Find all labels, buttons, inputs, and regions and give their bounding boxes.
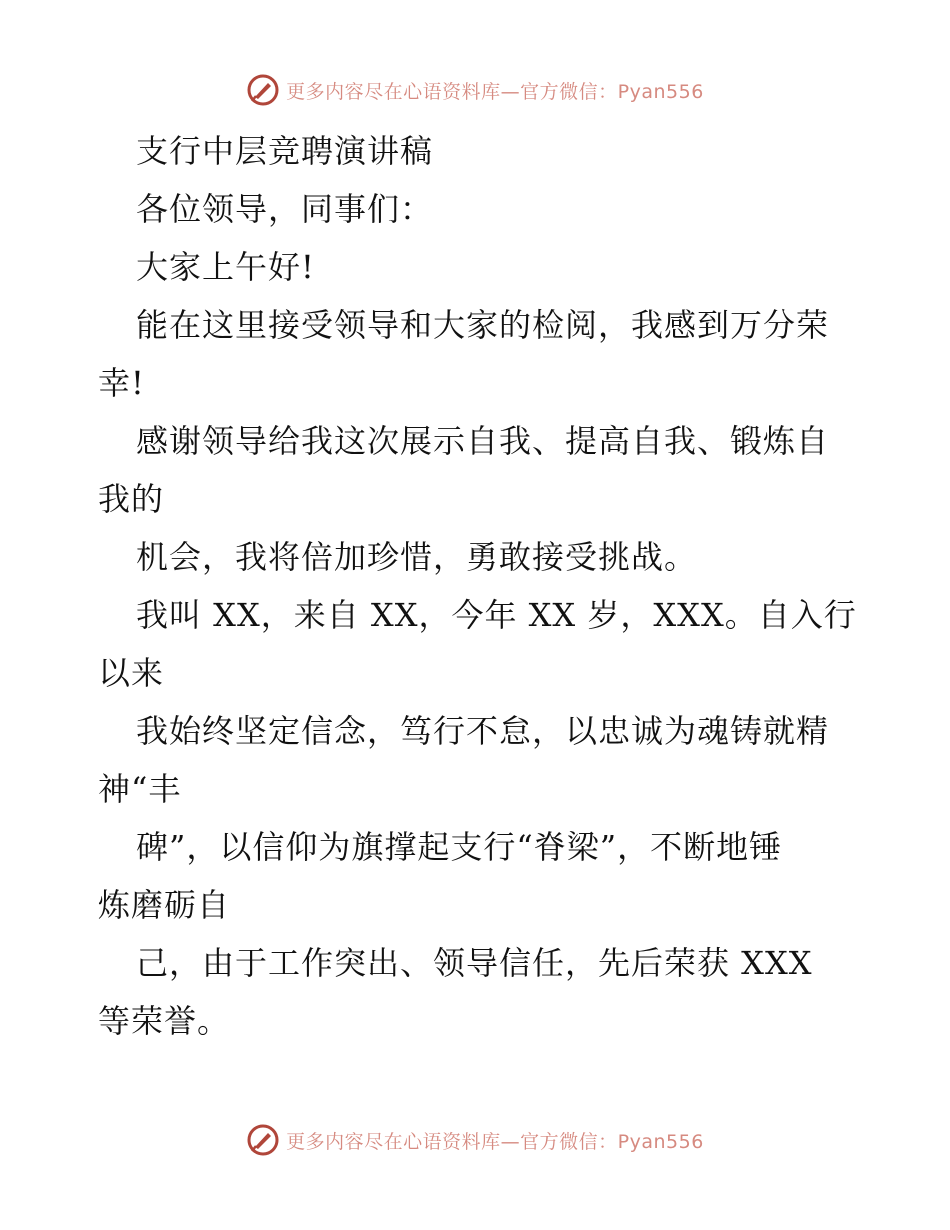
text-line: 我叫 XX，来自 XX，今年 XX 岁，XXX。自入行 xyxy=(136,596,857,634)
text-line: 等荣誉。 xyxy=(98,1002,231,1040)
quill-logo-icon xyxy=(246,1123,280,1157)
text-line: 机会，我将倍加珍惜，勇敢接受挑战。 xyxy=(136,538,698,576)
document-body xyxy=(98,122,858,1050)
text-line: 己，由于工作突出、领导信任，先后荣获 XXX xyxy=(136,944,813,982)
text-line: 我的 xyxy=(98,480,165,518)
footer-watermark xyxy=(0,1120,950,1160)
text-line: 各位领导，同事们： xyxy=(136,190,434,228)
text-line: 大家上午好! xyxy=(136,248,315,286)
text-line: 我始终坚定信念，笃行不怠，以忠诚为魂铸就精 xyxy=(136,712,830,750)
text-line: 神“丰 xyxy=(98,770,182,808)
watermark-text: 更多内容尽在心语资料库—官方微信：Pyan556 xyxy=(286,80,704,103)
text-line: 感谢领导给我这次展示自我、提高自我、锻炼自 xyxy=(136,422,830,460)
text-line: 支行中层竞聘演讲稿 xyxy=(136,132,434,170)
watermark-text: 更多内容尽在心语资料库—官方微信：Pyan556 xyxy=(286,1130,704,1153)
text-line: 炼磨砺自 xyxy=(98,886,231,924)
quill-logo-icon xyxy=(246,73,280,107)
text-line: 碑”，以信仰为旗撑起支行“脊梁”，不断地锤 xyxy=(136,828,783,866)
header-watermark xyxy=(0,70,950,110)
text-line: 以来 xyxy=(98,654,165,692)
text-line: 幸! xyxy=(98,364,145,402)
text-line: 能在这里接受领导和大家的检阅，我感到万分荣 xyxy=(136,306,830,344)
